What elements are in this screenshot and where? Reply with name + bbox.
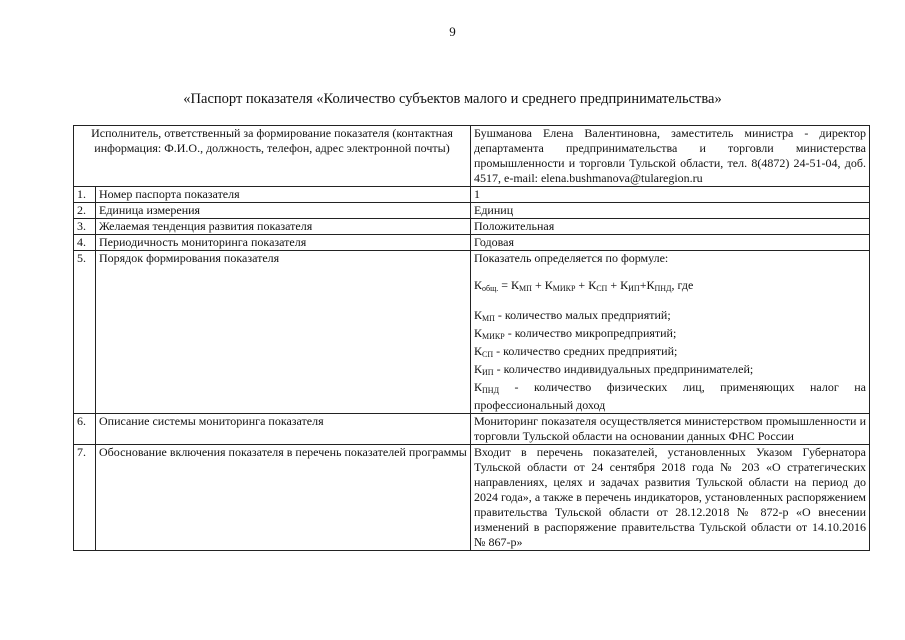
row-label: Номер паспорта показателя bbox=[96, 187, 471, 203]
row-number: 1. bbox=[74, 187, 96, 203]
definition-item: $К_{МП}$ - количество малых предприятий; bbox=[474, 308, 671, 323]
formula-intro: Показатель определяется по формуле: bbox=[474, 251, 669, 265]
page-number: 9 bbox=[449, 24, 456, 39]
row-label: Единица измерения bbox=[96, 203, 471, 219]
definition-item-continuation: профессиональный доход bbox=[474, 398, 606, 412]
row-value: 1 bbox=[471, 187, 870, 203]
definition-item: $К_{ПНД}$ - количество физических лиц, применяющих налог на bbox=[474, 380, 866, 395]
row-label: Периодичность мониторинга показателя bbox=[96, 235, 471, 251]
table-row bbox=[74, 235, 870, 251]
row-number: 3. bbox=[74, 219, 96, 235]
table-row-formula bbox=[74, 251, 870, 414]
table-row bbox=[74, 414, 870, 445]
row-label: Обоснование включения показателя в перечень показателей программы bbox=[96, 445, 471, 551]
row-value: Мониторинг показателя осуществляется министерством промышленности и торговли Тульской области на основании данных ФНС России bbox=[471, 414, 870, 445]
row-number: 7. bbox=[74, 445, 96, 551]
passport-table bbox=[73, 125, 870, 551]
formula: $К_{общ.} = К_{МП} + К_{МИКР} + К_{СП} + К_{ИП}+К_{ПНД}$, где bbox=[474, 278, 694, 293]
row-number: 4. bbox=[74, 235, 96, 251]
row-number: 6. bbox=[74, 414, 96, 445]
row-label: Желаемая тенденция развития показателя bbox=[96, 219, 471, 235]
row-value: Положительная bbox=[471, 219, 870, 235]
row-label: Порядок формирования показателя bbox=[96, 251, 471, 414]
executor-value: Бушманова Елена Валентиновна, заместитель министра - директор департамента предпринимательства и торговли министерства промышленности и торговли Тульской области, тел. 8(4872) 24-51-04, доб. 4517, e-mail: elena.bushmanova@tularegion.ru bbox=[471, 126, 870, 187]
table-row-executor bbox=[74, 126, 870, 187]
row-number: 2. bbox=[74, 203, 96, 219]
definition-item: $К_{СП}$ - количество средних предприятий; bbox=[474, 344, 678, 359]
executor-label: Исполнитель, ответственный за формирование показателя (контактная информация: Ф.И.О., должность, телефон, адрес электронной почты) bbox=[74, 126, 471, 187]
table-row bbox=[74, 187, 870, 203]
row-number: 5. bbox=[74, 251, 96, 414]
definition-item: $К_{ИП}$ - количество индивидуальных предпринимателей; bbox=[474, 362, 754, 377]
row-value: Единиц bbox=[471, 203, 870, 219]
table-row bbox=[74, 219, 870, 235]
row-value: Входит в перечень показателей, установленных Указом Губернатора Тульской области от 24 сентября 2018 года № 203 «О стратегических направлениях, целях и задачах развития Тульской области на период до 2024 года», а также в перечень индикаторов, установленных распоряжением правительства Тульской области от 28.12.2018 № 872-р «О внесении изменений в распоряжение правительства Тульской области от 14.10.2016 № 867-р» bbox=[471, 445, 870, 551]
row-label: Описание системы мониторинга показателя bbox=[96, 414, 471, 445]
table-row bbox=[74, 203, 870, 219]
definition-item: $К_{МИКР}$ - количество микропредприятий; bbox=[474, 326, 677, 341]
document-title: «Паспорт показателя «Количество субъектов малого и среднего предпринимательства» bbox=[183, 91, 722, 107]
formula-cell bbox=[471, 251, 870, 414]
row-value: Годовая bbox=[471, 235, 870, 251]
table-row bbox=[74, 445, 870, 551]
